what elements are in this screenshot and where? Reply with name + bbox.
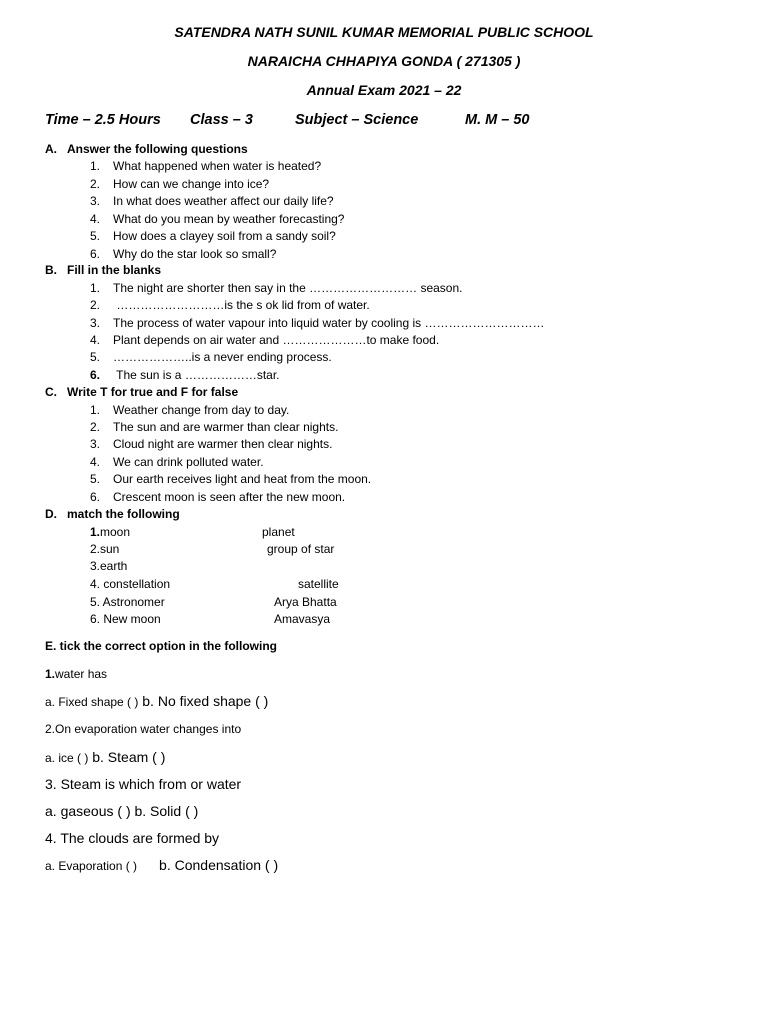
item-text: Crescent moon is seen after the new moon. (113, 490, 346, 504)
item-number: 3. (90, 194, 101, 208)
list-item (90, 437, 332, 451)
question-text: water has (55, 667, 108, 681)
question-1-options (45, 693, 268, 709)
item-number: 4. (90, 333, 101, 347)
section-title: Write T for true and F for false (67, 385, 239, 399)
item-number: 2. (90, 420, 101, 434)
school-name: SATENDRA NATH SUNIL KUMAR MEMORIAL PUBLIC SCHOOL (174, 24, 594, 40)
exam-title: Annual Exam 2021 – 22 (306, 82, 462, 98)
section-a-heading (45, 142, 248, 156)
item-text: ………………..is a never ending process. (113, 350, 332, 364)
list-item (90, 177, 269, 191)
item-text: Our earth receives light and heat from the moon. (113, 472, 372, 486)
item-number: 5. (90, 350, 101, 364)
item-number: 6. (90, 368, 101, 382)
question-number: 1. (45, 667, 56, 681)
match-left-item: 6. New moon (90, 612, 161, 626)
item-number: 2. (90, 177, 101, 191)
section-letter: B. (45, 263, 57, 277)
exam-subject: Subject – Science (295, 112, 419, 128)
item-number: 5. (90, 229, 101, 243)
match-left-item: 3.earth (90, 559, 128, 573)
school-address: NARAICHA CHHAPIYA GONDA ( 271305 ) (247, 53, 521, 69)
item-number: 4. (90, 212, 101, 226)
section-b-heading (45, 263, 161, 277)
match-right-item: group of star (267, 542, 335, 556)
item-number: 2. (90, 298, 101, 312)
item-number: 3. (90, 316, 101, 330)
section-letter: D. (45, 507, 57, 521)
list-item (90, 194, 334, 208)
list-item (90, 159, 321, 173)
exam-time: Time – 2.5 Hours (45, 112, 161, 128)
match-right-item: Amavasya (274, 612, 331, 626)
exam-class: Class – 3 (190, 112, 253, 128)
item-text: We can drink polluted water. (113, 455, 264, 469)
item-text: In what does weather affect our daily life? (113, 194, 334, 208)
question-4: 4. The clouds are formed by (45, 830, 220, 846)
match-right-item: planet (262, 525, 295, 539)
exam-max-marks: M. M – 50 (465, 112, 530, 128)
question-2-options (45, 749, 165, 765)
item-number: 1. (90, 403, 101, 417)
list-item (90, 247, 276, 261)
item-text: Cloud night are warmer then clear nights. (113, 437, 333, 451)
match-left-item (90, 525, 130, 539)
list-item (90, 455, 264, 469)
list-item (90, 298, 370, 312)
section-e-heading: E. tick the correct option in the following (45, 639, 278, 653)
item-text: The process of water vapour into liquid water by cooling is ………………………… (113, 316, 545, 330)
item-number: 1. (90, 159, 101, 173)
section-d-heading (45, 507, 180, 521)
section-title: Answer the following questions (67, 142, 248, 156)
match-left-item: 2.sun (90, 542, 120, 556)
item-text: How can we change into ice? (113, 177, 270, 191)
section-letter: A. (45, 142, 57, 156)
section-title: Fill in the blanks (67, 263, 162, 277)
question-3: 3. Steam is which from or water (45, 776, 242, 792)
option-a: a. ice ( ) (45, 751, 89, 765)
item-text: What happened when water is heated? (113, 159, 322, 173)
option-a: a. Evaporation ( ) (45, 859, 138, 873)
item-number: 5. (90, 472, 101, 486)
item-number: 1. (90, 281, 101, 295)
match-left-item: 5. Astronomer (90, 595, 165, 609)
list-item (90, 472, 371, 486)
list-item (90, 403, 289, 417)
match-text: moon (100, 525, 131, 539)
option-b: b. Condensation ( ) (159, 857, 279, 873)
section-title: match the following (67, 507, 180, 521)
item-text: ………………………is the s ok lid from of water. (113, 298, 370, 312)
list-item (90, 368, 280, 382)
list-item (90, 281, 462, 295)
option-b: b. No fixed shape ( ) (138, 693, 269, 709)
option-b: b. Steam ( ) (88, 749, 166, 765)
match-right-item: Arya Bhatta (274, 595, 337, 609)
list-item (90, 420, 338, 434)
match-left-item: 4. constellation (90, 577, 171, 591)
item-text: Why do the star look so small? (113, 247, 277, 261)
item-text: The sun and are warmer than clear nights. (113, 420, 339, 434)
item-number: 6. (90, 490, 101, 504)
section-letter: C. (45, 385, 57, 399)
question-1 (45, 667, 107, 681)
question-4-options (45, 857, 278, 873)
section-c-heading (45, 385, 238, 399)
question-3-options: a. gaseous ( ) b. Solid ( ) (45, 803, 199, 819)
question-2: 2.On evaporation water changes into (45, 722, 242, 736)
list-item (90, 316, 545, 330)
list-item (90, 350, 332, 364)
list-item (90, 212, 344, 226)
item-text: Plant depends on air water and …………………to make food. (113, 333, 440, 347)
list-item (90, 229, 336, 243)
item-number: 4. (90, 455, 101, 469)
item-text: The sun is a ………………star. (113, 368, 280, 382)
item-number: 3. (90, 437, 101, 451)
item-text: Weather change from day to day. (113, 403, 290, 417)
item-text: What do you mean by weather forecasting? (113, 212, 345, 226)
match-number: 1. (90, 525, 101, 539)
list-item (90, 490, 345, 504)
item-text: How does a clayey soil from a sandy soil? (113, 229, 336, 243)
item-text: The night are shorter then say in the ……………………… season. (113, 281, 463, 295)
item-number: 6. (90, 247, 101, 261)
option-a: a. Fixed shape ( ) (45, 695, 139, 709)
list-item (90, 333, 439, 347)
match-right-item: satellite (298, 577, 339, 591)
